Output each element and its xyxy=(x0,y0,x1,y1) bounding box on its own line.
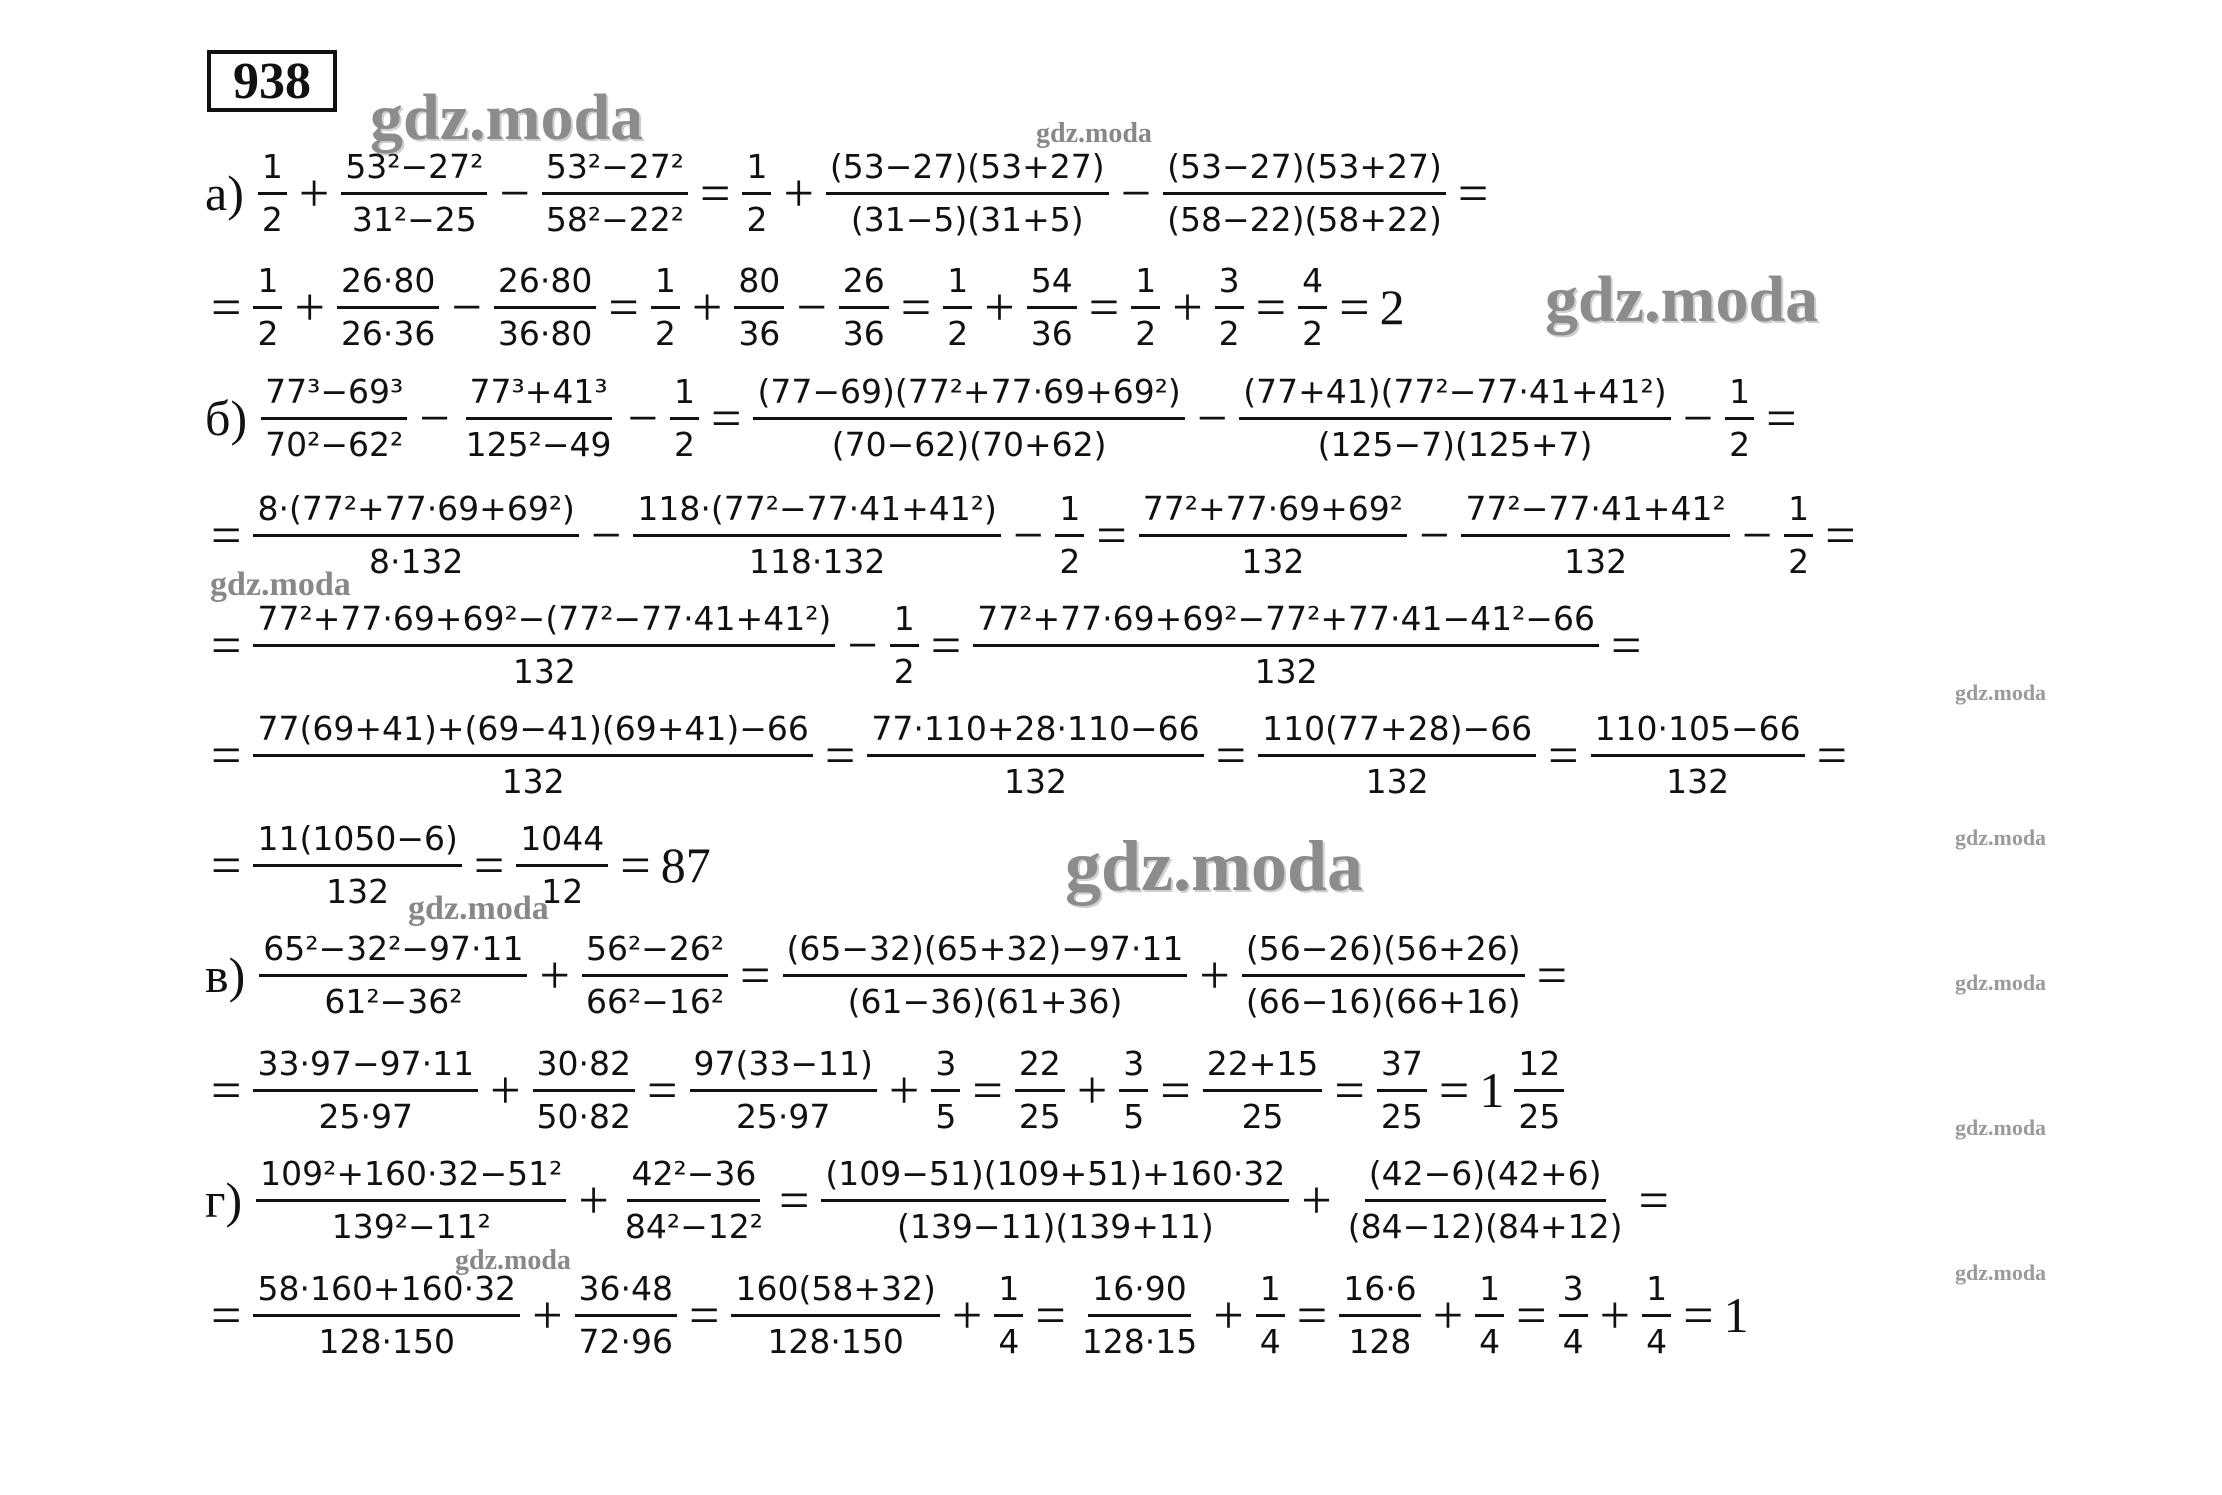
numerator: 1 xyxy=(1784,490,1813,537)
numerator: 26·80 xyxy=(337,262,439,309)
fraction xyxy=(742,148,771,239)
fraction xyxy=(253,490,578,581)
denominator: 61²−36² xyxy=(324,981,463,1021)
denominator: 66²−16² xyxy=(585,981,725,1021)
equation-line xyxy=(205,600,1647,691)
numerator: 30·82 xyxy=(533,1045,635,1092)
operator: + xyxy=(578,1170,609,1231)
denominator: 2 xyxy=(257,313,279,353)
numerator: 1 xyxy=(890,600,919,647)
watermark: gdz.moda xyxy=(210,566,351,603)
fraction xyxy=(261,373,407,464)
denominator: 2 xyxy=(746,199,768,239)
numerator: 26 xyxy=(839,262,889,309)
denominator: 26·36 xyxy=(340,313,436,353)
operator: = xyxy=(710,388,742,449)
numerator: 4 xyxy=(1298,262,1327,309)
operator: − xyxy=(1682,388,1714,449)
operator: = xyxy=(1096,505,1127,566)
numerator: 77·110+28·110−66 xyxy=(867,710,1203,757)
denominator: 118·132 xyxy=(748,541,886,581)
fraction xyxy=(1119,1045,1148,1136)
fraction xyxy=(821,1155,1289,1246)
denominator: 31²−25 xyxy=(351,199,477,239)
operator: = xyxy=(1296,1285,1328,1346)
operator: = xyxy=(900,277,932,338)
equation-line xyxy=(205,1155,1675,1246)
problem-number: 938 xyxy=(207,50,337,112)
fraction xyxy=(1642,1270,1671,1361)
denominator: 58²−22² xyxy=(545,199,684,239)
numerator: 11(1050−6) xyxy=(253,820,461,867)
equation-line xyxy=(205,1045,1570,1136)
fraction xyxy=(533,1045,635,1136)
operator: = xyxy=(211,505,242,566)
fraction xyxy=(931,1045,960,1136)
denominator: 2 xyxy=(1218,313,1240,353)
fraction xyxy=(1591,710,1805,801)
numerator: 1 xyxy=(742,148,771,195)
operator: = xyxy=(1683,1285,1714,1346)
numerator: 3 xyxy=(931,1045,960,1092)
denominator: 2 xyxy=(1135,313,1157,353)
fraction xyxy=(341,148,487,239)
denominator: 36 xyxy=(842,313,885,353)
numerator: (53−27)(53+27) xyxy=(826,148,1109,195)
operator: = xyxy=(211,1060,242,1121)
fraction xyxy=(943,262,972,353)
denominator: 36·80 xyxy=(497,313,593,353)
denominator: 2 xyxy=(654,313,676,353)
operator: = xyxy=(1339,277,1370,338)
denominator: (58−22)(58+22) xyxy=(1167,199,1442,239)
operator: = xyxy=(689,1285,720,1346)
fraction xyxy=(253,262,282,353)
denominator: 25 xyxy=(1241,1096,1284,1136)
denominator: 2 xyxy=(947,313,969,353)
numerator: 1 xyxy=(253,262,282,309)
fraction xyxy=(890,600,919,691)
denominator: 4 xyxy=(1259,1321,1281,1361)
denominator: (125−7)(125+7) xyxy=(1317,424,1593,464)
numerator: 16·6 xyxy=(1339,1270,1420,1317)
denominator: 2 xyxy=(1729,424,1751,464)
equation-line xyxy=(205,490,1862,581)
numerator: 1 xyxy=(1131,262,1160,309)
fraction xyxy=(1139,490,1407,581)
numerator: 42²−36 xyxy=(627,1155,760,1202)
denominator: (70−62)(70+62) xyxy=(831,424,1107,464)
numerator: 54 xyxy=(1027,262,1077,309)
denominator: 4 xyxy=(1479,1321,1501,1361)
equation-line xyxy=(205,148,1494,239)
watermark: gdz.moda xyxy=(1955,1260,2047,1285)
mixed-number xyxy=(1475,1045,1570,1136)
fraction xyxy=(1163,148,1446,239)
operator: = xyxy=(1035,1285,1066,1346)
equation-line xyxy=(205,373,1803,464)
denominator: 84²−12² xyxy=(624,1206,763,1246)
equation-line xyxy=(205,930,1573,1021)
operator: − xyxy=(1120,163,1152,224)
part-label: г) xyxy=(205,1172,243,1229)
fraction xyxy=(494,262,596,353)
whole-part: 1 xyxy=(1479,1062,1505,1119)
denominator: (84−12)(84+12) xyxy=(1347,1206,1623,1246)
watermark: gdz.moda xyxy=(1065,826,1364,906)
denominator: 4 xyxy=(1562,1321,1584,1361)
denominator: 50·82 xyxy=(536,1096,632,1136)
fraction xyxy=(621,1155,767,1246)
denominator: 25 xyxy=(1018,1096,1061,1136)
denominator: (31−5)(31+5) xyxy=(850,199,1084,239)
fraction xyxy=(1242,930,1525,1021)
fraction xyxy=(1559,1270,1588,1361)
operator: + xyxy=(984,277,1015,338)
operator: + xyxy=(951,1285,983,1346)
fraction xyxy=(753,373,1184,464)
fraction xyxy=(1015,1045,1065,1136)
denominator: 128·150 xyxy=(318,1321,455,1361)
operator: = xyxy=(620,835,651,896)
watermark: gdz.moda xyxy=(408,890,549,927)
fraction xyxy=(253,710,812,801)
part-label: а) xyxy=(205,165,244,222)
operator: = xyxy=(1825,505,1856,566)
numerator: 3 xyxy=(1119,1045,1148,1092)
equation-line xyxy=(205,710,1853,801)
operator: + xyxy=(490,1060,521,1121)
operator: = xyxy=(211,615,242,676)
operator: + xyxy=(1432,1285,1464,1346)
numerator: 1 xyxy=(651,262,680,309)
numerator: 1 xyxy=(943,262,972,309)
numerator: 1044 xyxy=(516,820,608,867)
operator: − xyxy=(1419,505,1450,566)
fraction xyxy=(973,600,1599,691)
denominator: 132 xyxy=(1564,541,1628,581)
numerator: 56²−26² xyxy=(582,930,728,977)
fraction xyxy=(1256,1270,1285,1361)
denominator: 132 xyxy=(512,651,576,691)
fraction xyxy=(839,262,889,353)
fraction xyxy=(1514,1045,1564,1136)
denominator: 8·132 xyxy=(368,541,464,581)
operator: = xyxy=(972,1060,1003,1121)
numerator: 77²+77·69+69²−(77²−77·41+41²) xyxy=(253,600,835,647)
denominator: 125²−49 xyxy=(465,424,612,464)
operator: = xyxy=(1334,1060,1365,1121)
fraction xyxy=(670,373,699,464)
denominator: 139²−11² xyxy=(331,1206,491,1246)
operator: + xyxy=(783,163,814,224)
numerator: (56−26)(56+26) xyxy=(1242,930,1525,977)
operator: = xyxy=(1088,277,1120,338)
denominator: (139−11)(139+11) xyxy=(896,1206,1214,1246)
fraction xyxy=(1078,1270,1201,1361)
fraction xyxy=(1215,262,1244,353)
fraction xyxy=(253,1045,478,1136)
numerator: 26·80 xyxy=(494,262,596,309)
fraction xyxy=(542,148,688,239)
watermark: gdz.moda xyxy=(1955,1115,2047,1140)
numerator: 1 xyxy=(1256,1270,1285,1317)
watermark: gdz.moda xyxy=(455,1245,571,1276)
operator: = xyxy=(1548,725,1579,786)
watermark: gdz.moda xyxy=(1955,970,2047,995)
operator: − xyxy=(847,615,878,676)
watermark: gdz.moda xyxy=(1955,680,2047,705)
denominator: 2 xyxy=(893,651,915,691)
operator: = xyxy=(1610,615,1642,676)
result-value: 2 xyxy=(1379,279,1405,336)
fraction xyxy=(1339,1270,1420,1361)
operator: = xyxy=(1816,725,1848,786)
numerator: 80 xyxy=(734,262,784,309)
numerator: 118·(77²−77·41+41²) xyxy=(633,490,1000,537)
watermark: gdz.moda xyxy=(1036,118,1152,149)
operator: = xyxy=(211,835,242,896)
operator: + xyxy=(888,1060,920,1121)
part-label: в) xyxy=(205,947,246,1004)
fraction xyxy=(258,148,287,239)
fraction xyxy=(1298,262,1327,353)
fraction xyxy=(1203,1045,1323,1136)
numerator: 1 xyxy=(1642,1270,1671,1317)
fraction xyxy=(1725,373,1754,464)
equation-line xyxy=(205,820,715,911)
numerator: (77+41)(77²−77·41+41²) xyxy=(1239,373,1670,420)
denominator: 2 xyxy=(673,424,695,464)
equation-line xyxy=(205,262,1409,353)
denominator: (66−16)(66+16) xyxy=(1245,981,1521,1021)
denominator: 70²−62² xyxy=(265,424,404,464)
fraction xyxy=(253,1270,520,1361)
denominator: 4 xyxy=(1646,1321,1668,1361)
result-value: 87 xyxy=(660,837,711,894)
numerator: 65²−32²−97·11 xyxy=(259,930,527,977)
operator: = xyxy=(1438,1060,1470,1121)
fraction xyxy=(1131,262,1160,353)
fraction xyxy=(1239,373,1670,464)
fraction xyxy=(575,1270,677,1361)
fraction xyxy=(253,820,461,911)
operator: = xyxy=(647,1060,678,1121)
fraction xyxy=(1055,490,1084,581)
numerator: (65−32)(65+32)−97·11 xyxy=(783,930,1188,977)
operator: = xyxy=(778,1170,810,1231)
denominator: 132 xyxy=(501,761,565,801)
operator: = xyxy=(473,835,505,896)
fraction xyxy=(1461,490,1729,581)
watermark: gdz.moda xyxy=(1545,263,1819,336)
fraction xyxy=(259,930,527,1021)
operator: − xyxy=(419,388,450,449)
numerator: 1 xyxy=(1055,490,1084,537)
denominator: (61−36)(61+36) xyxy=(847,981,1123,1021)
operator: = xyxy=(211,277,242,338)
watermark: gdz.moda xyxy=(370,81,644,154)
numerator: 1 xyxy=(258,148,287,195)
numerator: 8·(77²+77·69+69²) xyxy=(253,490,578,537)
denominator: 2 xyxy=(261,199,283,239)
numerator: 110·105−66 xyxy=(1591,710,1805,757)
operator: + xyxy=(298,163,330,224)
operator: = xyxy=(608,277,639,338)
operator: − xyxy=(499,163,530,224)
denominator: 36 xyxy=(1030,313,1073,353)
denominator: 132 xyxy=(326,871,390,911)
denominator: 2 xyxy=(1788,541,1810,581)
operator: + xyxy=(1301,1170,1332,1231)
fraction xyxy=(253,600,835,691)
operator: − xyxy=(1741,505,1773,566)
numerator: 22+15 xyxy=(1203,1045,1323,1092)
denominator: 4 xyxy=(998,1321,1020,1361)
numerator: 109²+160·32−51² xyxy=(256,1155,566,1202)
numerator: 77²+77·69+69² xyxy=(1139,490,1407,537)
denominator: 128 xyxy=(1348,1321,1412,1361)
fraction xyxy=(690,1045,877,1136)
numerator: 1 xyxy=(1725,373,1754,420)
denominator: 25 xyxy=(1380,1096,1423,1136)
denominator: 2 xyxy=(1302,313,1324,353)
fraction xyxy=(994,1270,1023,1361)
numerator: 53²−27² xyxy=(341,148,487,195)
operator: + xyxy=(1076,1060,1108,1121)
numerator: 160(58+32) xyxy=(731,1270,939,1317)
fraction xyxy=(731,1270,939,1361)
operator: = xyxy=(1457,163,1489,224)
fraction xyxy=(867,710,1203,801)
fraction xyxy=(516,820,608,911)
denominator: 128·150 xyxy=(767,1321,904,1361)
fraction xyxy=(1784,490,1813,581)
operator: = xyxy=(1215,725,1247,786)
operator: = xyxy=(1766,388,1797,449)
numerator: 77³−69³ xyxy=(261,373,407,420)
operator: − xyxy=(1012,505,1044,566)
numerator: 12 xyxy=(1514,1045,1564,1092)
fraction xyxy=(1475,1270,1504,1361)
numerator: 77³+41³ xyxy=(466,373,612,420)
fraction xyxy=(1344,1155,1627,1246)
denominator: 5 xyxy=(935,1096,957,1136)
fraction xyxy=(651,262,680,353)
denominator: 5 xyxy=(1123,1096,1145,1136)
operator: + xyxy=(532,1285,563,1346)
denominator: 25 xyxy=(1518,1096,1561,1136)
operator: = xyxy=(740,945,771,1006)
numerator: 1 xyxy=(1475,1270,1504,1317)
denominator: 2 xyxy=(1059,541,1081,581)
operator: = xyxy=(1255,277,1287,338)
operator: + xyxy=(1199,945,1230,1006)
fraction xyxy=(256,1155,566,1246)
fraction xyxy=(582,930,728,1021)
numerator: 110(77+28)−66 xyxy=(1258,710,1536,757)
numerator: 1 xyxy=(994,1270,1023,1317)
numerator: 58·160+160·32 xyxy=(253,1270,520,1317)
operator: − xyxy=(451,277,482,338)
operator: = xyxy=(1160,1060,1191,1121)
numerator: 97(33−11) xyxy=(690,1045,877,1092)
denominator: 12 xyxy=(541,871,584,911)
denominator: 36 xyxy=(738,313,781,353)
denominator: 128·15 xyxy=(1081,1321,1198,1361)
operator: + xyxy=(294,277,325,338)
operator: = xyxy=(824,725,856,786)
fraction xyxy=(337,262,439,353)
numerator: 33·97−97·11 xyxy=(253,1045,478,1092)
equation-line xyxy=(205,1270,1753,1361)
fraction xyxy=(1377,1045,1427,1136)
numerator: 53²−27² xyxy=(542,148,688,195)
denominator: 72·96 xyxy=(578,1321,674,1361)
fraction xyxy=(783,930,1188,1021)
operator: = xyxy=(1536,945,1568,1006)
numerator: 16·90 xyxy=(1088,1270,1190,1317)
operator: = xyxy=(211,1285,242,1346)
numerator: 3 xyxy=(1559,1270,1588,1317)
numerator: 77(69+41)+(69−41)(69+41)−66 xyxy=(253,710,812,757)
operator: = xyxy=(930,615,962,676)
part-label: б) xyxy=(205,390,248,447)
operator: + xyxy=(1213,1285,1244,1346)
operator: = xyxy=(211,725,242,786)
operator: = xyxy=(1516,1285,1547,1346)
fraction xyxy=(1027,262,1077,353)
fraction xyxy=(462,373,616,464)
fraction xyxy=(1258,710,1536,801)
denominator: 132 xyxy=(1254,651,1318,691)
operator: − xyxy=(590,505,622,566)
numerator: (42−6)(42+6) xyxy=(1365,1155,1606,1202)
numerator: (77−69)(77²+77·69+69²) xyxy=(753,373,1184,420)
denominator: 132 xyxy=(1003,761,1067,801)
watermark: gdz.moda xyxy=(1955,825,2047,850)
operator: + xyxy=(691,277,723,338)
fraction xyxy=(633,490,1000,581)
numerator: 77²+77·69+69²−77²+77·41−41²−66 xyxy=(973,600,1599,647)
numerator: (53−27)(53+27) xyxy=(1163,148,1446,195)
operator: = xyxy=(1638,1170,1669,1231)
numerator: (109−51)(109+51)+160·32 xyxy=(821,1155,1289,1202)
operator: + xyxy=(539,945,570,1006)
fraction xyxy=(826,148,1109,239)
numerator: 37 xyxy=(1377,1045,1427,1092)
denominator: 25·97 xyxy=(735,1096,831,1136)
numerator: 3 xyxy=(1215,262,1244,309)
numerator: 77²−77·41+41² xyxy=(1461,490,1729,537)
numerator: 22 xyxy=(1015,1045,1065,1092)
denominator: 132 xyxy=(1666,761,1730,801)
denominator: 132 xyxy=(1241,541,1305,581)
operator: = xyxy=(699,163,731,224)
denominator: 132 xyxy=(1365,761,1429,801)
numerator: 36·48 xyxy=(575,1270,677,1317)
operator: − xyxy=(1196,388,1228,449)
operator: + xyxy=(1599,1285,1631,1346)
fraction xyxy=(734,262,784,353)
denominator: 25·97 xyxy=(318,1096,414,1136)
operator: + xyxy=(1172,277,1203,338)
operator: − xyxy=(796,277,827,338)
numerator: 1 xyxy=(670,373,699,420)
operator: − xyxy=(627,388,658,449)
result-value: 1 xyxy=(1723,1287,1749,1344)
